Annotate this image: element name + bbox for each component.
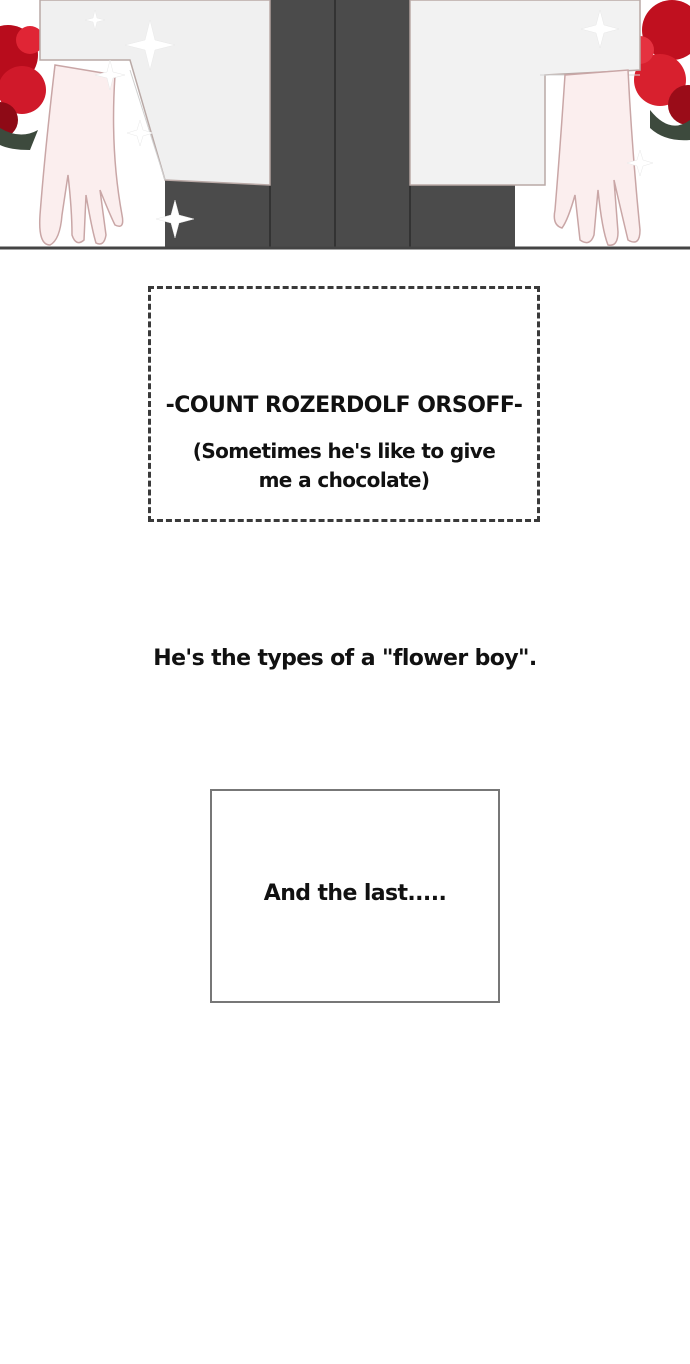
comic-panel-illustration [0,0,690,250]
character-note [151,437,537,495]
character-note-line1: (Sometimes he's like to give [192,439,496,463]
character-name: -COUNT ROZERDOLF ORSOFF- [165,393,523,418]
narration-caption-text: And the last..... [263,881,447,906]
character-name-caption-box [148,286,540,522]
narration-text: He's the types of a "flower boy". [153,646,537,671]
narration-caption-box [210,789,500,1003]
character-note-line2: me a chocolate) [258,468,430,492]
